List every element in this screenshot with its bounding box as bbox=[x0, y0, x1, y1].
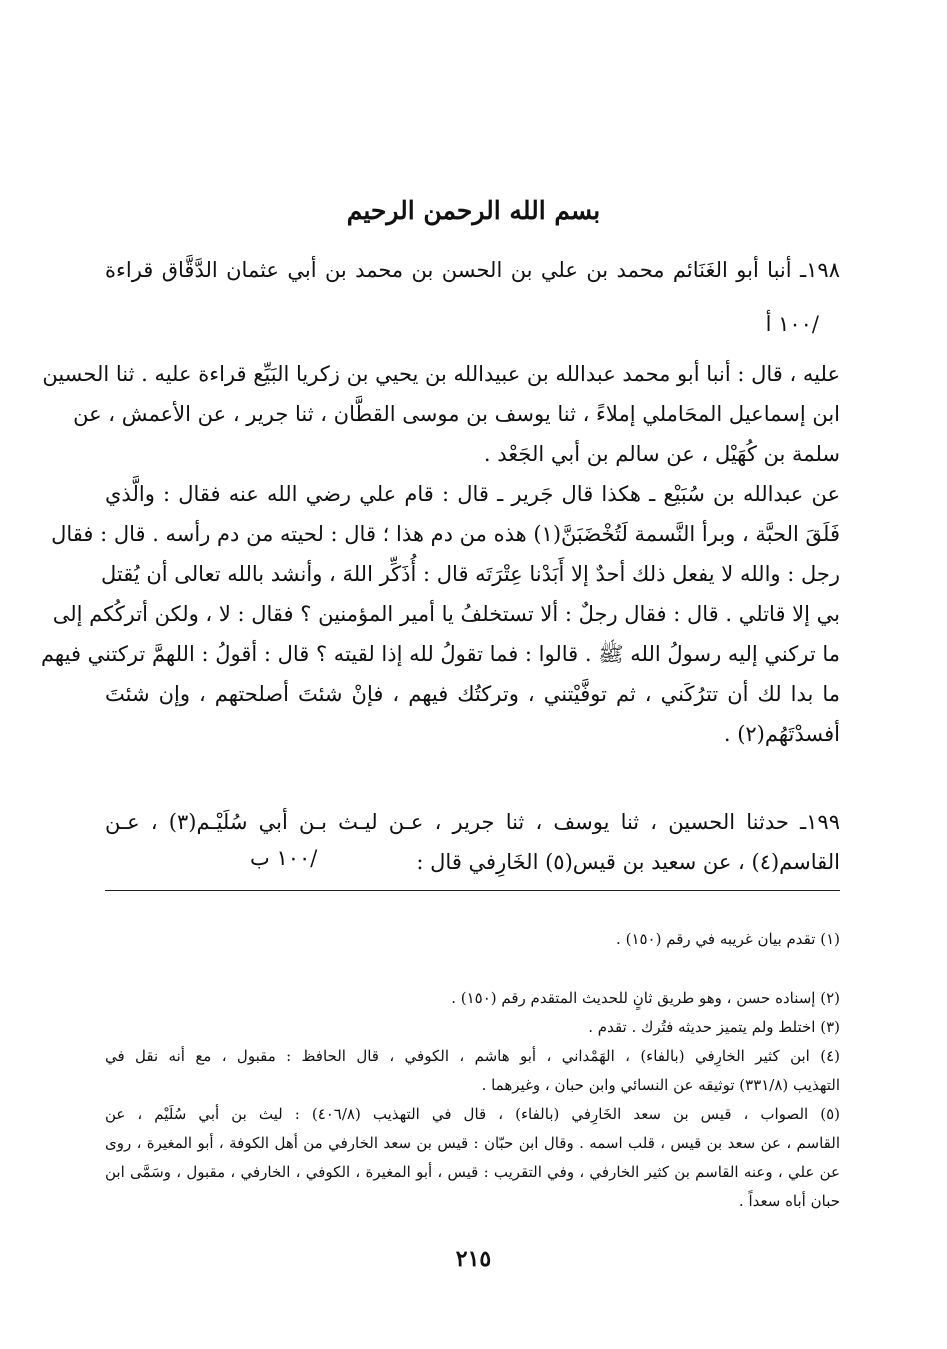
footnote-5-line-3: عن علي ، وعنه القاسم بن كثير الخارفي ، وفي التقريب : قيس ، أبو المغيرة ، الكوفي ، الخارفي ، مقبول ، وسَمَّى ابن bbox=[105, 1163, 840, 1181]
footnote-separator bbox=[105, 890, 840, 891]
footnote-4-line-1: (٤) ابن كثير الخارِفي (بالفاء) ، الهَمْداني ، أبو هاشم ، الكوفي ، قال الحافظ : مقبول ، مع أنه نقل في bbox=[105, 1047, 840, 1065]
hadith-198-line-10: أفسدْتَهُم(٢) . bbox=[723, 722, 840, 746]
footnote-1 bbox=[105, 925, 840, 954]
hadith-198-first-line-block bbox=[105, 250, 840, 290]
footnote-4-line-2: التهذيب (٣٣١/٨) توثيقه عن النسائي وابن حبان ، وغيرهما . bbox=[481, 1076, 840, 1094]
folio-marker-100a: /١٠٠ أ bbox=[765, 312, 819, 336]
footnote-3-text: (٣) اختلط ولم يتميز حديثه فتُرك . تقدم . bbox=[588, 1018, 840, 1036]
basmala-heading: بسم الله الرحمن الرحيم bbox=[346, 196, 601, 225]
hadith-198-body bbox=[40, 354, 840, 754]
hadith-198-line-7: بي إلا قاتلي . قال : فقال رجلٌ : ألا تستخلفُ يا أمير المؤمنين ؟ فقال : لا ، ولكن أتركُكم إلى bbox=[52, 602, 840, 626]
hadith-199-line-2: القاسم(٤) ، عن سعيد بن قيس(٥) الخَارِفي قال : bbox=[416, 850, 840, 874]
footnote-1-text: (١) تقدم بيان غريبه في رقم (١٥٠) . bbox=[616, 930, 840, 948]
hadith-198-line-2: ابن إسماعيل المحَاملي إملاءً ، ثنا يوسف بن موسى القطَّان ، ثنا جرير ، عن الأعمش ، عن bbox=[73, 402, 840, 426]
hadith-198-line-9: ما بدا لك أن تترُكَني ، ثم توفَّيْتني ، وتركتُك فيهم ، فإنْ شئتَ أصلحتهم ، وإن شئتَ bbox=[105, 682, 840, 706]
folio-marker-100b: /١٠٠ ب bbox=[250, 846, 318, 870]
hadith-199-line-1: ١٩٩ـ حدثنا الحسين ، ثنا يوسف ، ثنا جرير ، عـن ليـث بـن أبي سُلَيْـم(٣) ، عـن bbox=[105, 810, 840, 834]
hadith-199-body bbox=[105, 802, 840, 882]
footnote-2-text: (٢) إسناده حسن ، وهو طريق ثانٍ للحديث المتقدم رقم (١٥٠) . bbox=[451, 989, 840, 1007]
hadith-198-line-4: عن عبدالله بن سُبَيْع ـ هكذا قال جَرير ـ قال : قام علي رضي الله عنه فقال : والَّذي bbox=[105, 482, 840, 506]
hadith-198-line-5: فَلَقَ الحبَّة ، وبرأ النَّسمة لَتُخْضَبَنَّ(١) هذه من دم هذا ؛ قال : لحيته من دم رأسه . قال : فقال bbox=[51, 522, 840, 546]
footnote-5-line-2: القاسم ، عن سعد بن قيس ، قلب اسمه . وقال ابن حبّان : قيس بن سعد الخارفي من أهل الكوفة ، أبو المغيرة ، روى bbox=[105, 1134, 840, 1152]
page-number: ٢١٥ bbox=[455, 1246, 492, 1272]
footnotes-2-to-5 bbox=[105, 984, 840, 1216]
footnote-5-line-4: حبان أباه سعداً . bbox=[738, 1192, 840, 1210]
hadith-198-line-6: رجل : والله لا يفعل ذلك أحدٌ إلا أَبَدْنا عِتْرَتَه قال : أُذَكِّر اللهَ ، وأنشد بالله تعالى أن يُقتل bbox=[100, 562, 840, 586]
hadith-198-line-8: ما تركني إليه رسولُ الله ﷺ . قالوا : فما تقولُ لله إذا لقيته ؟ قال : أقولُ : اللهمَّ تركتني فيهم bbox=[40, 642, 840, 666]
hadith-198-line-1: عليه ، قال : أنبا أبو محمد عبدالله بن عبيدالله بن يحيي بن زكريا البَيِّع قراءة عليه . ثنا الحسين bbox=[42, 362, 840, 386]
hadith-198-line-0: ١٩٨ـ أنبا أبو الغَنَائم محمد بن علي بن الحسن بن محمد بن أبي عثمان الدَّقَّاق قراءة bbox=[105, 258, 840, 282]
hadith-198-line-3: سلمة بن كُهَيْل ، عن سالم بن أبي الجَعْد . bbox=[483, 442, 840, 466]
footnote-5-line-1: (٥) الصواب ، قيس بن سعد الخَارِفي (بالفاء) ، قال في التهذيب (٤٠٦/٨) : ليث بن أبي سُلَيْم ، عن bbox=[105, 1105, 840, 1123]
